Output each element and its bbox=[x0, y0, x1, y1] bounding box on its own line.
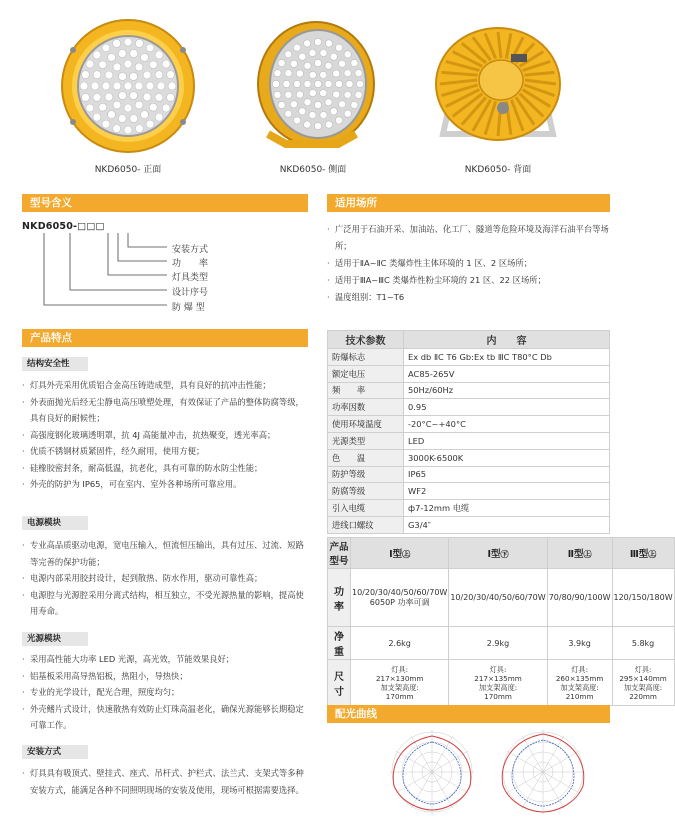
led-dot bbox=[91, 82, 99, 90]
led-dot bbox=[105, 93, 113, 101]
led-dot bbox=[135, 101, 143, 109]
size-line: 170mm bbox=[484, 691, 512, 701]
led-dot bbox=[113, 101, 121, 109]
size-line: 295×140mm bbox=[619, 673, 667, 683]
led-dot bbox=[333, 91, 340, 98]
polar-curve-image bbox=[372, 724, 492, 819]
spec-key: 额定电压 bbox=[328, 365, 404, 382]
model-table bbox=[327, 537, 675, 706]
list-item: · 温度组别：T1~T6 bbox=[327, 289, 617, 306]
led-dot bbox=[330, 53, 337, 60]
led-dot bbox=[335, 80, 342, 87]
list-item: · 电源腔与光源腔采用分离式结构，相互独立，不受光源热量的影响，提高使用寿命。 bbox=[22, 587, 308, 620]
led-dot bbox=[285, 110, 292, 117]
led-dot bbox=[167, 93, 175, 101]
polar-spoke bbox=[507, 772, 543, 793]
table-row bbox=[328, 627, 675, 660]
led-dot bbox=[299, 108, 306, 115]
list-item: · 专业高品质驱动电源，宽电压输入，恒流恒压输出，具有过压、过流、短路等完善的保护功能； bbox=[22, 537, 308, 570]
light-curve-header: 配光曲线 bbox=[327, 705, 610, 723]
led-dot bbox=[162, 104, 170, 112]
feature-list-light bbox=[22, 651, 308, 734]
polar-spoke bbox=[411, 772, 432, 808]
feature-group-structure: 结构安全性 bbox=[22, 357, 88, 371]
table-row bbox=[328, 432, 610, 449]
table-row bbox=[328, 416, 610, 433]
list-item: · 电源内部采用胶封设计，起到散热、防水作用，驱动可靠性高； bbox=[22, 570, 308, 587]
model-row-weight-label: 净 重 bbox=[328, 627, 351, 660]
led-dot bbox=[296, 70, 303, 77]
size-line: 170mm bbox=[385, 691, 414, 701]
led-dot bbox=[124, 60, 132, 68]
led-dot bbox=[283, 80, 290, 87]
led-dot bbox=[351, 59, 358, 66]
size-line: 210mm bbox=[565, 691, 594, 701]
led-dot bbox=[344, 110, 351, 117]
led-dot bbox=[278, 59, 285, 66]
list-item: · 外表面抛光后经无尘静电高压喷塑处理，有效保证了产品的整体防腐等级，具有良好的耐候性； bbox=[22, 394, 308, 427]
model-code: NKD6050-□□□ bbox=[22, 221, 105, 232]
led-dot bbox=[124, 82, 132, 90]
size-line: 灯具: bbox=[391, 664, 409, 674]
led-dot bbox=[355, 91, 362, 98]
light-curve-2 bbox=[483, 724, 603, 819]
polar-spoke bbox=[411, 736, 432, 772]
led-dot bbox=[344, 70, 351, 77]
led-dot bbox=[293, 117, 300, 124]
photo-back bbox=[423, 14, 573, 154]
led-dot bbox=[344, 51, 351, 58]
model-header-text: Ⅲ型 bbox=[629, 549, 649, 560]
led-dot bbox=[355, 70, 362, 77]
polar-spoke bbox=[507, 751, 543, 772]
led-dot bbox=[320, 89, 327, 96]
led-dot bbox=[351, 101, 358, 108]
model-header-mark: ㊦ bbox=[500, 550, 509, 559]
list-item: · 铝基板采用高导热铝板，热阻小，导热快； bbox=[22, 668, 308, 685]
power-cell: 120/150/180W bbox=[612, 569, 674, 627]
power-cell: 10/20/30/40/50/60/70W bbox=[449, 569, 547, 627]
led-dot bbox=[135, 39, 143, 47]
led-dot bbox=[135, 82, 143, 90]
led-dot bbox=[304, 62, 311, 69]
led-dot bbox=[93, 113, 101, 121]
led-dot bbox=[149, 61, 157, 69]
spec-value: LED bbox=[404, 432, 610, 449]
size-cell bbox=[547, 660, 612, 706]
led-dot bbox=[113, 82, 121, 90]
led-dot bbox=[285, 70, 292, 77]
light-curve-1 bbox=[372, 724, 492, 819]
polar-spoke bbox=[432, 772, 453, 808]
lamp-side-image bbox=[238, 14, 388, 154]
spec-key: 引入电缆 bbox=[328, 500, 404, 517]
polar-spoke bbox=[543, 772, 579, 793]
weight-cell: 2.6kg bbox=[351, 627, 449, 660]
spec-key: 功率因数 bbox=[328, 399, 404, 416]
polar-spoke bbox=[522, 772, 543, 808]
application-header: 适用场所 bbox=[327, 194, 610, 212]
model-header-col bbox=[612, 538, 674, 569]
feature-group-install: 安装方式 bbox=[22, 745, 88, 759]
led-dot bbox=[86, 60, 94, 68]
led-dot bbox=[325, 80, 332, 87]
spec-value: -20°C~+40°C bbox=[404, 416, 610, 433]
led-dot bbox=[155, 71, 163, 79]
power-cell: 70/80/90/100W bbox=[547, 569, 612, 627]
table-row bbox=[328, 365, 610, 382]
led-dot bbox=[162, 60, 170, 68]
table-row bbox=[328, 382, 610, 399]
size-line: 加支架高度: bbox=[380, 682, 419, 692]
led-dot bbox=[141, 111, 149, 119]
led-dot bbox=[285, 91, 292, 98]
list-item: · 适用于ⅢA~ⅢC 类爆炸性粉尘环境的 21 区、22 区场所； bbox=[327, 272, 617, 289]
led-dot bbox=[102, 82, 110, 90]
model-label-explosion: 防 爆 型 bbox=[172, 303, 205, 313]
led-dot bbox=[346, 80, 353, 87]
model-header-text: Ⅰ型 bbox=[487, 549, 501, 560]
led-dot bbox=[130, 92, 138, 100]
spec-value: 0.95 bbox=[404, 399, 610, 416]
led-dot bbox=[93, 51, 101, 59]
led-dot bbox=[146, 44, 154, 52]
led-dot bbox=[335, 117, 342, 124]
table-row bbox=[328, 466, 610, 483]
led-dot bbox=[102, 120, 110, 128]
led-dot bbox=[344, 91, 351, 98]
spec-table-header bbox=[328, 331, 610, 349]
led-dot bbox=[130, 72, 138, 80]
led-dot bbox=[143, 71, 151, 79]
spec-value: AC85-265V bbox=[404, 365, 610, 382]
led-dot bbox=[113, 63, 121, 71]
led-dot bbox=[325, 62, 332, 69]
polar-spoke bbox=[432, 772, 468, 793]
led-dot bbox=[118, 50, 126, 58]
model-label-type: 灯具类型 bbox=[172, 273, 209, 283]
led-dot bbox=[320, 111, 327, 118]
led-dot bbox=[299, 53, 306, 60]
led-dot bbox=[99, 103, 107, 111]
led-dot bbox=[99, 61, 107, 69]
photo-side bbox=[238, 14, 388, 154]
model-code-diagram bbox=[22, 217, 292, 322]
product-photos bbox=[0, 0, 631, 185]
model-header-col bbox=[449, 538, 547, 569]
photo-front bbox=[53, 14, 203, 154]
led-dot bbox=[304, 80, 311, 87]
led-dot bbox=[141, 53, 149, 61]
model-header-text: Ⅱ型 bbox=[567, 549, 584, 560]
model-meaning-header: 型号含义 bbox=[22, 194, 308, 212]
led-dot bbox=[309, 89, 316, 96]
feature-group-power: 电源模块 bbox=[22, 516, 88, 530]
polar-curve-image bbox=[483, 724, 603, 819]
model-table-header bbox=[328, 538, 675, 569]
model-header-label: 产品型号 bbox=[328, 538, 351, 569]
led-dot bbox=[124, 126, 132, 134]
led-dot bbox=[314, 122, 321, 129]
led-dot bbox=[274, 70, 281, 77]
led-dot bbox=[168, 82, 176, 90]
led-dot bbox=[155, 51, 163, 59]
size-line: 220mm bbox=[629, 691, 657, 701]
led-dot bbox=[325, 121, 332, 128]
led-dot bbox=[113, 39, 121, 47]
feature-list-power bbox=[22, 537, 308, 620]
list-item: · 灯具具有吸顶式、壁挂式、座式、吊杆式、护栏式、法兰式、支架式等多种安装方式，能满足各种不同照明现场的安装及使用，现场可根据需要选择。 bbox=[22, 765, 308, 798]
led-dot bbox=[105, 71, 113, 79]
led-dot bbox=[293, 44, 300, 51]
led-dot bbox=[146, 82, 154, 90]
led-dot bbox=[157, 82, 165, 90]
led-dot bbox=[278, 101, 285, 108]
size-line: 加支架高度: bbox=[478, 682, 518, 692]
led-dot bbox=[155, 113, 163, 121]
photo-front-caption: NKD6050- 正面 bbox=[94, 165, 162, 175]
led-dot bbox=[304, 99, 311, 106]
led-dot bbox=[118, 114, 126, 122]
model-header-mark: ㊤ bbox=[648, 550, 657, 559]
polar-spoke bbox=[543, 772, 564, 808]
table-row bbox=[328, 500, 610, 517]
table-row bbox=[328, 349, 610, 366]
list-item: · 外壳鳍片式设计，快速散热有效防止灯珠高温老化，确保光源能够长期稳定可靠工作。 bbox=[22, 701, 308, 734]
list-item: · 高强度钢化玻璃透明罩，抗 4J 高能量冲击，抗热聚变，透光率高； bbox=[22, 427, 308, 444]
led-dot bbox=[108, 111, 116, 119]
led-dot bbox=[81, 71, 89, 79]
spec-value: 3000K-6500K bbox=[404, 449, 610, 466]
size-line: 217×130mm bbox=[375, 673, 424, 683]
led-dot bbox=[296, 91, 303, 98]
model-header-mark: ㊤ bbox=[402, 550, 411, 559]
led-dot bbox=[314, 101, 321, 108]
led-dot bbox=[325, 99, 332, 106]
features-header: 产品特点 bbox=[22, 329, 308, 347]
application-list bbox=[327, 221, 617, 306]
led-dot bbox=[314, 38, 321, 45]
spec-header-content: 内 容 bbox=[404, 331, 610, 349]
size-line: 加支架高度: bbox=[623, 682, 663, 692]
list-item: · 优质不锈钢材质紧固件，经久耐用，使用方便； bbox=[22, 443, 308, 460]
led-dot bbox=[130, 50, 138, 58]
led-dot bbox=[309, 111, 316, 118]
table-row bbox=[328, 483, 610, 500]
size-line: 灯具: bbox=[634, 664, 652, 674]
model-header-text: Ⅰ型 bbox=[389, 549, 403, 560]
led-dot bbox=[314, 59, 321, 66]
led-dot bbox=[130, 114, 138, 122]
led-dot bbox=[330, 108, 337, 115]
weight-cell: 5.8kg bbox=[612, 627, 674, 660]
list-item: · 采用高性能大功率 LED 光源，高光效，节能效果良好； bbox=[22, 651, 308, 668]
led-dot bbox=[356, 80, 363, 87]
led-dot bbox=[325, 40, 332, 47]
polar-spoke bbox=[543, 736, 564, 772]
spec-value: Ex db ⅡC T6 Gb:Ex tb ⅢC T80°C Db bbox=[404, 349, 610, 366]
led-dot bbox=[102, 44, 110, 52]
list-item: · 硅橡胶密封条，耐高低温，抗老化，具有可靠的防水防尘性能； bbox=[22, 460, 308, 477]
size-line: 260×135mm bbox=[555, 673, 604, 683]
model-row-size-label: 尺 寸 bbox=[328, 660, 351, 706]
lamp-back-image bbox=[423, 14, 573, 154]
table-row bbox=[328, 516, 610, 533]
led-dot bbox=[81, 93, 89, 101]
model-label-power: 功 率 bbox=[172, 259, 209, 269]
table-row bbox=[328, 399, 610, 416]
spec-header-param: 技术参数 bbox=[328, 331, 404, 349]
polar-spoke bbox=[396, 772, 432, 793]
spec-key: 使用环境温度 bbox=[328, 416, 404, 433]
table-row bbox=[328, 569, 675, 627]
spec-value: IP65 bbox=[404, 466, 610, 483]
model-header-col bbox=[547, 538, 612, 569]
led-dot bbox=[80, 82, 88, 90]
feature-group-light: 光源模块 bbox=[22, 632, 88, 646]
spec-key: 进线口螺纹 bbox=[328, 516, 404, 533]
led-dot bbox=[309, 71, 316, 78]
spec-value: ф7-12mm 电缆 bbox=[404, 500, 610, 517]
table-row bbox=[328, 449, 610, 466]
led-dot bbox=[149, 103, 157, 111]
led-dot bbox=[304, 121, 311, 128]
spec-key: 色 温 bbox=[328, 449, 404, 466]
size-line: 217×135mm bbox=[474, 673, 522, 683]
spec-key: 光源类型 bbox=[328, 432, 404, 449]
power-cell: 10/20/30/40/50/60/70W 6050P 功率可调 bbox=[351, 569, 449, 627]
size-line: 加支架高度: bbox=[560, 682, 599, 692]
feature-list-install bbox=[22, 765, 308, 798]
led-dot bbox=[320, 71, 327, 78]
led-dot bbox=[293, 80, 300, 87]
led-dot bbox=[143, 93, 151, 101]
led-dot bbox=[339, 60, 346, 67]
spec-value: G3/4″ bbox=[404, 516, 610, 533]
led-dot bbox=[274, 91, 281, 98]
led-dot bbox=[135, 125, 143, 133]
model-label-install: 安装方式 bbox=[172, 245, 209, 255]
led-dot bbox=[335, 44, 342, 51]
led-dot bbox=[320, 49, 327, 56]
model-header-mark: ㊤ bbox=[583, 550, 592, 559]
polar-spoke bbox=[432, 736, 453, 772]
list-item: · 广泛用于石油开采、加油站、化工厂、隧道等危险环境及海洋石油平台等场所； bbox=[327, 221, 617, 255]
size-cell bbox=[449, 660, 547, 706]
led-dot bbox=[124, 104, 132, 112]
size-cell bbox=[351, 660, 449, 706]
weight-cell: 3.9kg bbox=[547, 627, 612, 660]
led-dot bbox=[285, 51, 292, 58]
spec-value: 50Hz/60Hz bbox=[404, 382, 610, 399]
led-dot bbox=[124, 38, 132, 46]
led-dot bbox=[135, 63, 143, 71]
spec-key: 防腐等级 bbox=[328, 483, 404, 500]
led-dot bbox=[113, 125, 121, 133]
led-dot bbox=[314, 80, 321, 87]
spec-key: 频 率 bbox=[328, 382, 404, 399]
led-dot bbox=[86, 104, 94, 112]
weight-cell: 2.9kg bbox=[449, 627, 547, 660]
led-dot bbox=[119, 92, 127, 100]
feature-list-structure bbox=[22, 377, 308, 493]
led-dot bbox=[167, 71, 175, 79]
led-dot bbox=[272, 80, 279, 87]
size-line: 灯具: bbox=[571, 664, 588, 674]
model-label-design: 设计序号 bbox=[172, 288, 209, 298]
led-dot bbox=[93, 93, 101, 101]
model-row-power-label: 功 率 bbox=[328, 569, 351, 627]
polar-spoke bbox=[543, 751, 579, 772]
led-dot bbox=[339, 101, 346, 108]
spec-key: 防护等级 bbox=[328, 466, 404, 483]
spec-value: WF2 bbox=[404, 483, 610, 500]
led-dot bbox=[290, 101, 297, 108]
list-item: · 外壳的防护为 IP65，可在室内、室外各种场所可靠应用。 bbox=[22, 476, 308, 493]
led-dot bbox=[93, 71, 101, 79]
led-dot bbox=[146, 120, 154, 128]
table-row bbox=[328, 660, 675, 706]
list-item: · 适用于ⅡA~ⅡC 类爆炸性主体环境的 1 区、2 区场所； bbox=[327, 255, 617, 272]
photo-back-caption: NKD6050- 背面 bbox=[464, 165, 532, 175]
size-line: 灯具: bbox=[489, 664, 507, 674]
led-dot bbox=[290, 60, 297, 67]
led-dot bbox=[309, 49, 316, 56]
lamp-front-image bbox=[53, 14, 203, 154]
list-item: · 专业的光学设计，配光合理，照度均匀； bbox=[22, 684, 308, 701]
size-cell bbox=[612, 660, 674, 706]
list-item: · 灯具外壳采用优质铝合金高压铸造成型，具有良好的抗冲击性能； bbox=[22, 377, 308, 394]
led-dot bbox=[304, 40, 311, 47]
led-dot bbox=[119, 72, 127, 80]
model-code-lines bbox=[22, 217, 292, 322]
photo-side-caption: NKD6050- 侧面 bbox=[279, 165, 347, 175]
spec-table bbox=[327, 330, 610, 534]
model-header-col bbox=[351, 538, 449, 569]
led-dot bbox=[333, 70, 340, 77]
led-dot bbox=[155, 93, 163, 101]
spec-key: 防爆标志 bbox=[328, 349, 404, 366]
led-dot bbox=[108, 53, 116, 61]
